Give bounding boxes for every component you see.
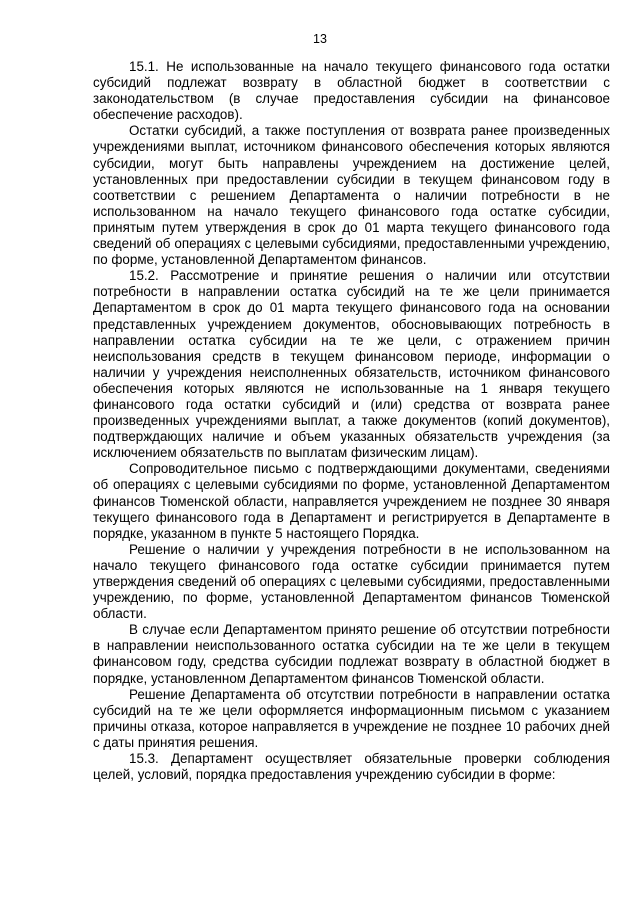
paragraph-15-3: 15.3. Департамент осуществляет обязательные проверки соблюдения целей, условий, порядка предоставления учреждению субсидии в форме: bbox=[93, 751, 610, 783]
paragraph-refusal-letter: Решение Департамента об отсутствии потребности в направлении остатка субсидий на те же цели оформляется информационным письмом с указанием причины отказа, которое направляется в учреждение не позднее 10 рабочих дней с даты принятия решения. bbox=[93, 686, 610, 750]
document-body bbox=[93, 59, 610, 783]
paragraph-15-2: 15.2. Рассмотрение и принятие решения о наличии или отсутствии потребности в направлении остатка субсидий на те же цели принимается Департаментом в срок до 01 марта текущего финансового года на основании представленных учреждением документов, обосновывающих потребность в направлении остатка субсидии на те же цели, с отражением причин неиспользования средств в текущем финансовом периоде, информации о наличии у учреждения неисполненных обязательств, источником финансового обеспечения которых являются не использованные на 1 января текущего финансового года остатки субсидий и (или) средства от возврата ранее произведенных учреждениями выплат, а также документов (копий документов), подтверждающих наличие и объем указанных обязательств учреждения (за исключением обязательств по выплатам физическим лицам). bbox=[93, 268, 610, 461]
paragraph-subsidy-remainders: Остатки субсидий, а также поступления от возврата ранее произведенных учреждениями выплат, источником финансового обеспечения которых являются субсидии, могут быть направлены учреждением на достижение целей, установленных при предоставлении субсидии в текущем финансовом году в соответствии с решением Департамента о наличии потребности в не использованном на начало текущего финансового года остатке субсидии, принятым путем утверждения в срок до 01 марта текущего финансового года сведений об операциях с целевыми субсидиями, предоставленными учреждению, по форме, установленной Департаментом финансов. bbox=[93, 123, 610, 268]
paragraph-cover-letter: Сопроводительное письмо с подтверждающими документами, сведениями об операциях с целевыми субсидиями по форме, установленной Департаментом финансов Тюменской области, направляется учреждением не позднее 30 января текущего финансового года в Департамент и регистрируется в Департаменте в порядке, указанном в пункте 5 настоящего Порядка. bbox=[93, 461, 610, 541]
paragraph-decision-need: Решение о наличии у учреждения потребности в не использованном на начало текущего финансового года остатке субсидии принимается путем утверждения сведений об операциях с целевыми субсидиями, предоставленными учреждению, по форме, установленной Департаментом финансов Тюменской области. bbox=[93, 541, 610, 622]
page-number: 13 bbox=[313, 32, 327, 46]
paragraph-15-1: 15.1. Не использованные на начало текущего финансового года остатки субсидий подлежат возврату в областной бюджет в соответствии с законодательством (в случае предоставления субсидии на финансовое обеспечение расходов). bbox=[93, 59, 610, 123]
paragraph-no-need-case: В случае если Департаментом принято решение об отсутствии потребности в направлении неиспользованного остатка субсидии на те же цели в текущем финансовом году, средства субсидии подлежат возврату в областной бюджет в порядке, установленном Департаментом финансов Тюменской области. bbox=[93, 622, 610, 686]
